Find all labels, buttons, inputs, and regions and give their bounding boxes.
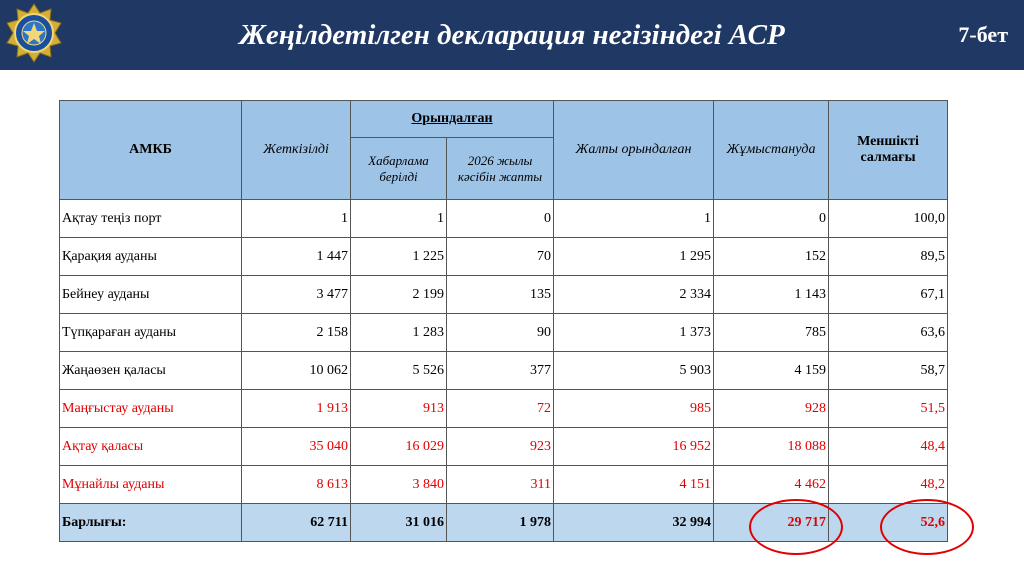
total-c4: 32 994 [554,504,714,542]
cell-c1: 1 447 [242,238,351,276]
header-oryndalgan: Орындалған [351,101,554,138]
cell-c6: 100,0 [829,200,948,238]
cell-c6: 48,4 [829,428,948,466]
table-row [60,390,948,428]
table-row [60,428,948,466]
table-row [60,466,948,504]
cell-c4: 5 903 [554,352,714,390]
table-row [60,314,948,352]
cell-c1: 1 913 [242,390,351,428]
header-amkb: АМКБ [60,101,242,200]
cell-c3: 70 [447,238,554,276]
total-c3: 1 978 [447,504,554,542]
total-c2: 31 016 [351,504,447,542]
header-kasibin: 2026 жылы кәсібін жапты [447,138,554,200]
cell-c5: 18 088 [714,428,829,466]
table-row [60,200,948,238]
cell-c1: 2 158 [242,314,351,352]
row-label: Ақтау теңіз порт [60,200,242,238]
cell-c1: 3 477 [242,276,351,314]
row-label: Түпқараған ауданы [60,314,242,352]
row-label: Қарақия ауданы [60,238,242,276]
cell-c2: 2 199 [351,276,447,314]
cell-c3: 377 [447,352,554,390]
row-label: Бейнеу ауданы [60,276,242,314]
slide-header [0,0,1024,70]
header-jalpy: Жалпы орындалған [554,101,714,200]
cell-c4: 16 952 [554,428,714,466]
row-label: Ақтау қаласы [60,428,242,466]
cell-c3: 72 [447,390,554,428]
cell-c3: 90 [447,314,554,352]
cell-c4: 1 373 [554,314,714,352]
total-row [60,504,948,542]
cell-c2: 5 526 [351,352,447,390]
header-jetkizildi: Жеткізілді [242,101,351,200]
cell-c3: 311 [447,466,554,504]
total-c6: 52,6 [829,504,948,542]
header-menshikti: Меншікті салмағы [829,101,948,200]
cell-c1: 1 [242,200,351,238]
cell-c6: 58,7 [829,352,948,390]
cell-c6: 67,1 [829,276,948,314]
cell-c3: 135 [447,276,554,314]
cell-c6: 51,5 [829,390,948,428]
row-label: Маңғыстау ауданы [60,390,242,428]
row-label: Жаңаөзен қаласы [60,352,242,390]
slide-title: Жеңілдетілген декларация негізіндегі АСР [239,19,785,51]
cell-c6: 63,6 [829,314,948,352]
row-label: Мұнайлы ауданы [60,466,242,504]
cell-c5: 152 [714,238,829,276]
cell-c5: 1 143 [714,276,829,314]
cell-c6: 48,2 [829,466,948,504]
cell-c4: 2 334 [554,276,714,314]
total-c5: 29 717 [714,504,829,542]
cell-c4: 1 [554,200,714,238]
cell-c1: 35 040 [242,428,351,466]
cell-c5: 0 [714,200,829,238]
cell-c2: 1 [351,200,447,238]
cell-c5: 785 [714,314,829,352]
header-habarlama: Хабарлама берілді [351,138,447,200]
total-c1: 62 711 [242,504,351,542]
table-row [60,276,948,314]
cell-c2: 1 225 [351,238,447,276]
page-number: 7-бет [958,22,1008,47]
cell-c2: 3 840 [351,466,447,504]
cell-c5: 4 462 [714,466,829,504]
table-row [60,352,948,390]
cell-c4: 1 295 [554,238,714,276]
cell-c3: 923 [447,428,554,466]
cell-c2: 913 [351,390,447,428]
cell-c2: 16 029 [351,428,447,466]
table-body [60,200,948,542]
cell-c1: 8 613 [242,466,351,504]
cell-c2: 1 283 [351,314,447,352]
declaration-table [59,100,948,542]
cell-c4: 985 [554,390,714,428]
total-label: Барлығы: [60,504,242,542]
cell-c5: 4 159 [714,352,829,390]
cell-c1: 10 062 [242,352,351,390]
header-jumys: Жұмыстануда [714,101,829,200]
cell-c3: 0 [447,200,554,238]
cell-c6: 89,5 [829,238,948,276]
table-row [60,238,948,276]
cell-c4: 4 151 [554,466,714,504]
cell-c5: 928 [714,390,829,428]
